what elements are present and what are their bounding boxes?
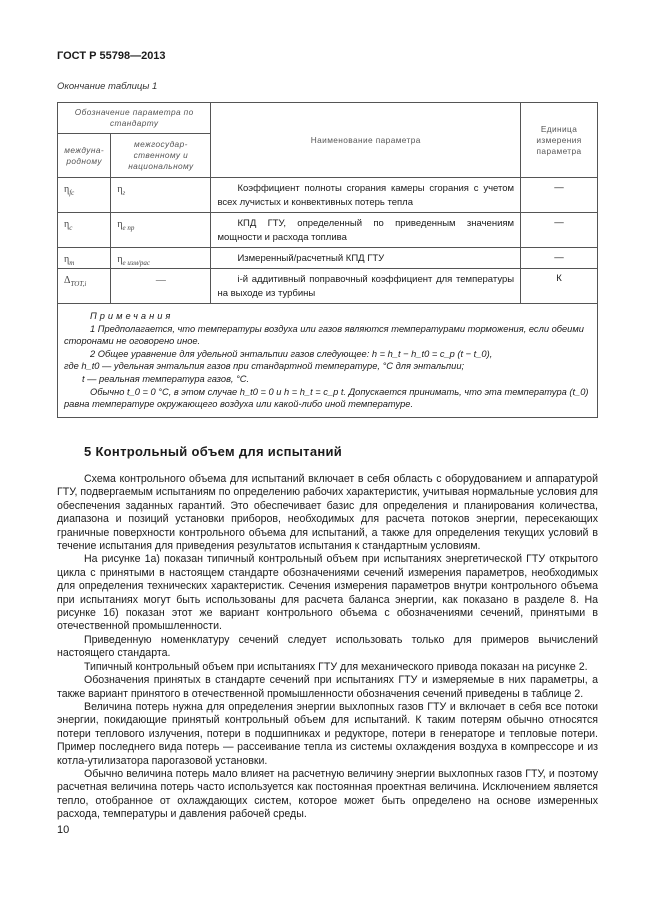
parameters-table — [57, 102, 598, 418]
paragraph: Приведенную номенклатуру сечений следует использовать только для примеров вычислений настоящего стандарта. — [57, 633, 598, 660]
national-symbol — [111, 269, 211, 304]
paragraph: Схема контрольного объема для испытаний включает в себя область с оборудованием и аппаратурой ГТУ, подвергаемым испытаниям по определению рабочих характеристик, учитывая нормальные условия для обеспечения заданных гарантий. Это обеспечивает базис для определения и планирования количества, диапазона и позиций установки приборов, необходимых для расчета потоков энергии, пересекающих граничные поверхности контрольного объема для испытаний, а также для определения текущих условий в течение испытания для приведения результатов испытания к стандартным условиям. — [57, 473, 598, 553]
national-symbol — [111, 248, 211, 269]
international-symbol — [58, 248, 111, 269]
symbol-subscript: e изм/рас — [122, 259, 150, 267]
parameter-name: Коэффициент полноты сгорания камеры сгорания с учетом всех лучистых и конвективных потерь тепла — [211, 178, 521, 213]
header-designation-group: Обозначение параметра по стандарту — [58, 103, 211, 134]
symbol-subscript: TOT,i — [70, 280, 87, 288]
notes-title: Примечания — [90, 311, 174, 321]
international-symbol — [58, 269, 111, 304]
symbol-main: Δ — [64, 275, 71, 286]
paragraph: Обычно величина потерь мало влияет на расчетную величину энергии выхлопных газов ГТУ, и поэтому расчетная величина потерь часто используется как постоянная проектная величина. Исключением является тепло, отобранное от охлаждающих систем, которое может быть определено на основе измеренных расхода, температуры и давления рабочей среды. — [57, 767, 598, 821]
header-unit: Единица измерения параметра — [521, 103, 598, 178]
national-symbol — [111, 213, 211, 248]
symbol-main: η — [64, 184, 70, 195]
symbol-main: η — [64, 219, 70, 230]
note-2: 2 Общее уравнение для удельной энтальпии газов следующее: h = h_t − h_t0 = c_p (t − t_0), — [90, 348, 493, 359]
section-body — [57, 473, 598, 822]
table-notes — [58, 304, 598, 418]
parameter-unit: — — [521, 213, 598, 248]
standard-header: ГОСТ Р 55798—2013 — [57, 50, 166, 62]
header-national: межгосудар-ственному и национальному — [111, 134, 211, 178]
international-symbol — [58, 178, 111, 213]
symbol-main: η — [117, 184, 123, 195]
section-title: 5 Контрольный объем для испытаний — [84, 444, 343, 459]
parameter-unit: — — [521, 248, 598, 269]
table-row — [58, 248, 598, 269]
table-row — [58, 178, 598, 213]
table-row — [58, 213, 598, 248]
symbol-subscript: e пр — [122, 224, 135, 232]
symbol-main: η — [117, 219, 123, 230]
symbol-main: — — [155, 275, 166, 286]
note-1: 1 Предполагается, что температуры воздуха или газов являются температурами торможения, если обеими сторонами не оговорено иное. — [64, 323, 584, 347]
note-2-t: t — реальная температура газов, °С. — [82, 373, 250, 384]
parameter-name: i-й аддитивный поправочный коэффициент для температуры на выходе из турбины — [211, 269, 521, 304]
symbol-main: η — [64, 254, 70, 265]
paragraph: На рисунке 1а) показан типичный контрольный объем при испытаниях энергетической ГТУ открытого цикла с принятыми в настоящем стандарте обозначениями сечений измерения параметров, необходимых для определения технических характеристик. Сечения измерения параметров внутри контрольного объема при испытаниях могут быть использованы для расчета баланса энергии, как показано в разделе 8. На рисунке 1б) показан этот же вариант контрольного объема с обозначениями сечений, принятыми в отечественной промышленности. — [57, 553, 598, 633]
table-caption: Окончание таблицы 1 — [57, 81, 158, 92]
international-symbol — [58, 213, 111, 248]
note-3: Обычно t_0 = 0 °С, в этом случае h_t0 = 0 и h = h_t = c_p t. Допускается принимать, что эта температура (t_0) равна температуре окружающего воздуха или какой-либо иной температуре. — [64, 386, 589, 410]
symbol-subscript: c — [69, 224, 73, 232]
symbol-subscript: г — [122, 189, 126, 197]
symbol-subscript: m — [69, 259, 75, 267]
symbol-main: η — [117, 254, 123, 265]
paragraph: Величина потерь нужна для определения энергии выхлопных газов ГТУ и включает в себя все потоки энергии, покидающие принятый контрольный объем для испытаний. К таким потерям обычно относятся потери теплового излучения, потери в подшипниках и редукторе, потери в генераторе и тепловые потери. Пример последнего вида потерь — рассеивание тепла из системы охлаждения воздуха в компрессоре и из котла-утилизатора парогазовой установки. — [57, 700, 598, 767]
symbol-subscript: fc — [69, 189, 75, 197]
header-international: междуна-родному — [58, 134, 111, 178]
parameter-unit: — — [521, 178, 598, 213]
parameter-unit: К — [521, 269, 598, 304]
table-row — [58, 269, 598, 304]
header-parameter-name: Наименование параметра — [211, 103, 521, 178]
parameter-name: Измеренный/расчетный КПД ГТУ — [211, 248, 521, 269]
note-2-where: где h_t0 — удельная энтальпия газов при стандартной температуре, °С для энтальпии; — [64, 361, 465, 372]
parameter-name: КПД ГТУ, определенный по приведенным значениям мощности и расхода топлива — [211, 213, 521, 248]
paragraph: Обозначения принятых в стандарте сечений при испытаниях ГТУ и измеряемые в них параметры, а также вариант принятого в отечественной промышленности обозначения сечений приведены в таблице 2. — [57, 674, 598, 700]
paragraph: Типичный контрольный объем при испытаниях ГТУ для механического привода показан на рисунке 2. — [84, 660, 588, 673]
national-symbol — [111, 178, 211, 213]
page-number: 10 — [57, 824, 70, 836]
